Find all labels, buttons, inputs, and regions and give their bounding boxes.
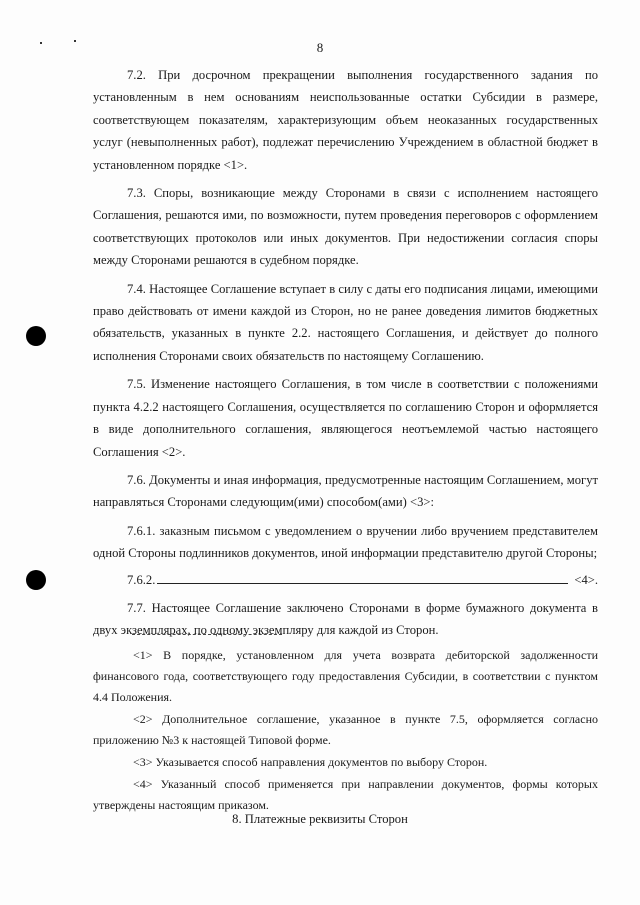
section-title: 8. Платежные реквизиты Сторон bbox=[232, 812, 408, 826]
fill-in-blank-line bbox=[157, 582, 568, 584]
paragraph-7-5: 7.5. Изменение настоящего Соглашения, в том числе в соответствии с положениями пункта 4.2.2 настоящего Соглашения, осуществляется по соглашению Сторон и оформляется в виде дополнительного соглашения, являющегося неотъемлемой частью настоящего Соглашения <2>. bbox=[93, 377, 598, 459]
paragraph-7-6: 7.6. Документы и иная информация, предусмотренные настоящим Соглашением, могут направляться Сторонами следующим(ими) способом(ами) <3>: bbox=[93, 472, 598, 510]
footnotes bbox=[93, 645, 598, 817]
footnote-1: <1> В порядке, установленном для учета возврата дебиторской задолженности финансового года, соответствующего году предоставления Субсидии, в соответствии с пунктом 4.4 Положения. bbox=[93, 648, 598, 704]
footnote-3: <3> Указывается способ направления документов по выбору Сторон. bbox=[133, 755, 488, 769]
paragraph-7-6-1: 7.6.1. заказным письмом с уведомлением о вручении либо вручением представителем одной Стороны подлинников документов, иной информации представителю другой Стороны; bbox=[93, 523, 598, 561]
paragraph-7-6-2-label: 7.6.2. bbox=[127, 572, 156, 587]
paragraph-7-2: 7.2. При досрочном прекращении выполнения государственного задания по установленным в нем основаниям неиспользованные остатки Субсидии в размере, соответствующем показателям, характеризующим объем неоказанных государственных услуг (невыполненных работ), подлежат перечислению Учреждением в областной бюджет в установленном порядке <1>. bbox=[93, 68, 598, 172]
paragraph-7-7: 7.7. Настоящее Соглашение заключено Сторонами в форме бумажного документа в двух экземплярах, по одному экземпляру для каждой из Сторон. bbox=[93, 600, 598, 638]
document-body bbox=[93, 64, 598, 642]
punch-hole-top bbox=[26, 326, 46, 346]
paragraph-7-3: 7.3. Споры, возникающие между Сторонами в связи с исполнением настоящего Соглашения, решаются ими, по возможности, путем проведения переговоров с оформлением соответствующих протоколов или иных документов. При недостижении согласия споры между Сторонами решаются в судебном порядке. bbox=[93, 186, 598, 268]
footnote-separator bbox=[132, 634, 282, 635]
paragraph-7-6-2-footnote-ref: <4>. bbox=[574, 572, 598, 587]
paragraph-7-4: 7.4. Настоящее Соглашение вступает в силу с даты его подписания лицами, имеющими право действовать от имени каждой из Сторон, но не ранее доведения лимитов бюджетных обязательств, указанных в пункте 2.2. настоящего Соглашения, и действует до полного исполнения Сторонами своих обязательств по настоящему Соглашению. bbox=[93, 281, 598, 363]
footnote-2: <2> Дополнительное соглашение, указанное в пункте 7.5, оформляется согласно приложению №3 к настоящей Типовой форме. bbox=[93, 712, 598, 747]
punch-hole-bottom bbox=[26, 570, 46, 590]
page-number: 8 bbox=[316, 40, 324, 55]
footnote-4: <4> Указанный способ применяется при направлении документов, формы которых утверждены настоящим приказом. bbox=[93, 777, 598, 812]
paragraph-7-6-2 bbox=[93, 569, 598, 591]
